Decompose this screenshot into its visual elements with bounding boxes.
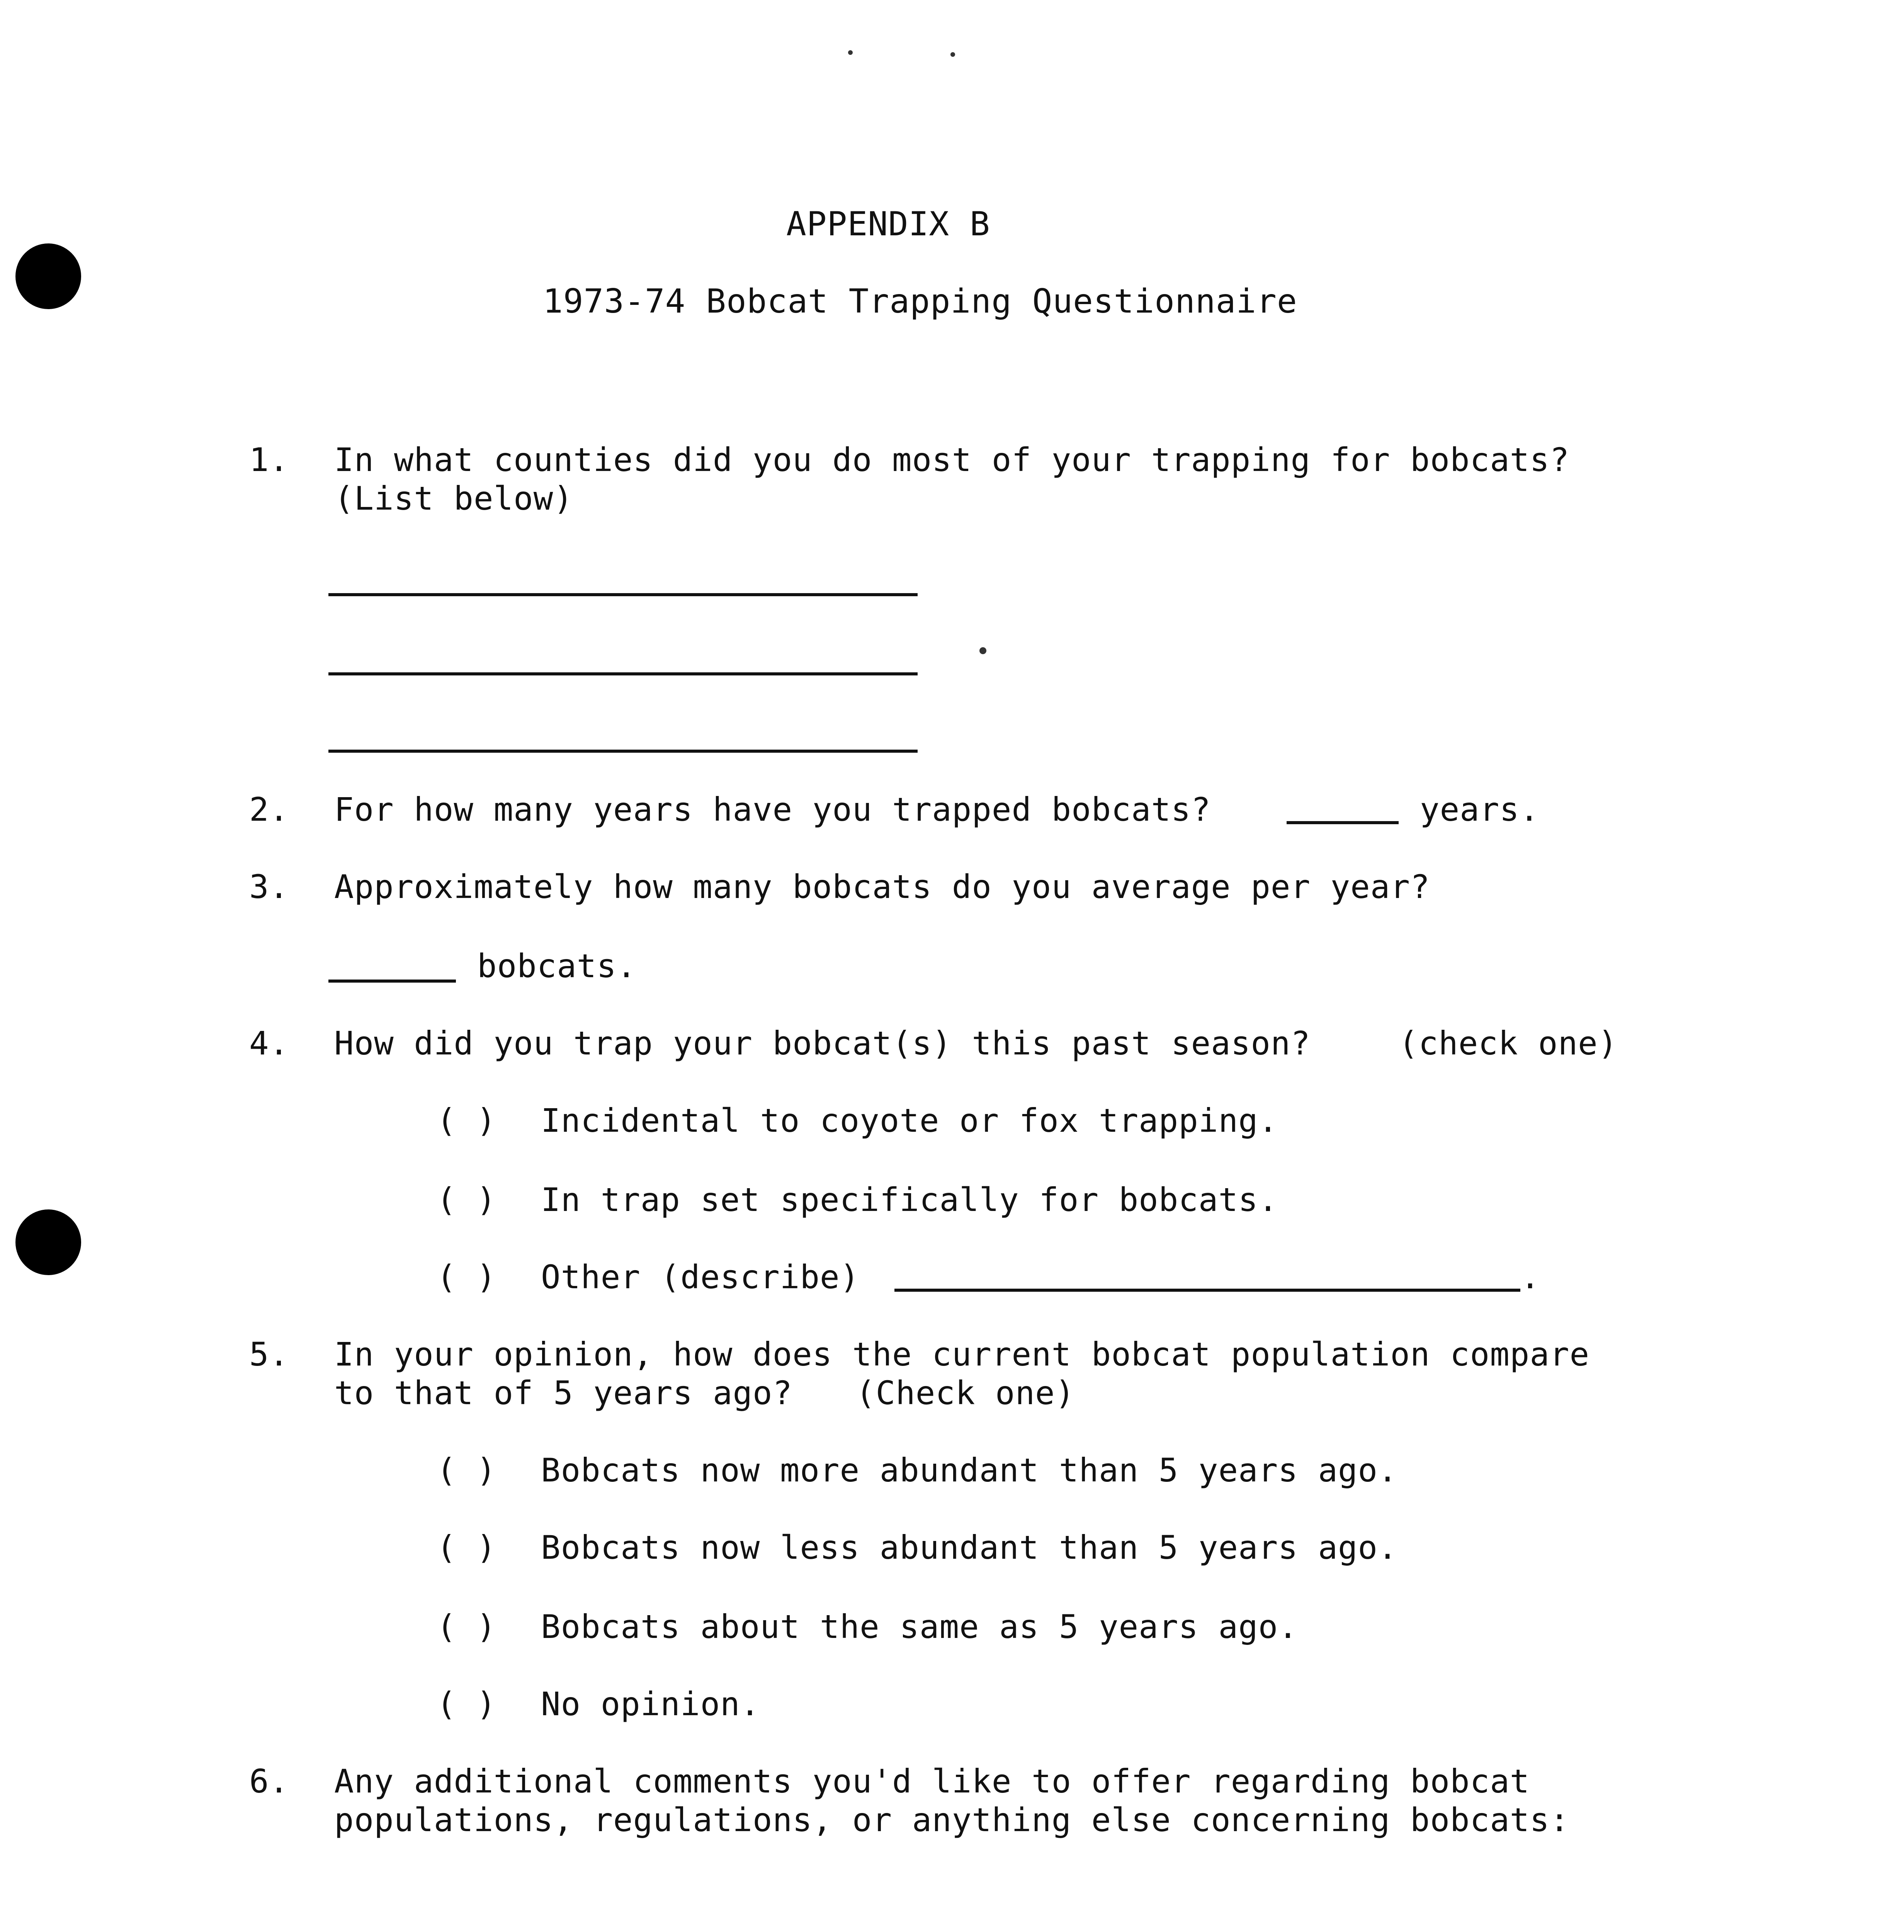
binder-hole-top <box>15 243 81 309</box>
speck <box>848 50 853 55</box>
q4-hint: (check one) <box>1399 1024 1618 1062</box>
page-title: 1973-74 Bobcat Trapping Questionnaire <box>543 282 1297 321</box>
q1-county-line-1[interactable] <box>328 593 918 596</box>
q4-text: How did you trap your bobcat(s) this past season? <box>334 1024 1311 1062</box>
q4-option-1-label: Incidental to coyote or fox trapping. <box>541 1102 1278 1139</box>
q5-option-1-label: Bobcats now more abundant than 5 years ago. <box>541 1451 1398 1489</box>
q6-text: Any additional comments you'd like to offer regarding bobcat <box>334 1762 1530 1800</box>
q5-option-3-label: Bobcats about the same as 5 years ago. <box>541 1608 1298 1646</box>
q4-other-describe-line[interactable] <box>894 1289 1520 1292</box>
q5-option-2-label: Bobcats now less abundant than 5 years ago. <box>541 1529 1398 1566</box>
q4-option-1-checkbox[interactable]: ( ) <box>437 1102 496 1139</box>
q3-number: 3. <box>249 868 289 906</box>
q1-text-line2: (List below) <box>334 480 573 517</box>
appendix-label: APPENDIX B <box>786 205 990 243</box>
q4-option-2-checkbox[interactable]: ( ) <box>437 1181 496 1219</box>
q5-text: In your opinion, how does the current bobcat population compare <box>334 1335 1590 1373</box>
q5-option-1-checkbox[interactable]: ( ) <box>437 1451 496 1489</box>
q5-number: 5. <box>249 1335 289 1373</box>
q3-bobcats-blank[interactable] <box>328 980 456 983</box>
q6-number: 6. <box>249 1762 289 1800</box>
q4-option-3-checkbox[interactable]: ( ) <box>437 1258 496 1296</box>
q2-years-blank[interactable] <box>1287 821 1399 824</box>
q4-number: 4. <box>249 1024 289 1062</box>
q5-option-2-checkbox[interactable]: ( ) <box>437 1529 496 1566</box>
q5-option-4-checkbox[interactable]: ( ) <box>437 1685 496 1723</box>
q3-suffix: bobcats. <box>477 947 637 985</box>
q2-text: For how many years have you trapped bobcats? <box>334 791 1211 828</box>
q2-number: 2. <box>249 791 289 828</box>
q1-text: In what counties did you do most of your trapping for bobcats? <box>334 441 1570 479</box>
speck <box>950 52 955 57</box>
q2-suffix: years. <box>1420 791 1540 828</box>
q1-county-line-2[interactable] <box>328 672 918 675</box>
q4-option-3-end: . <box>1520 1258 1540 1296</box>
q4-option-2-label: In trap set specifically for bobcats. <box>541 1181 1278 1219</box>
q4-option-3-label: Other (describe) <box>541 1258 860 1296</box>
q5-text-line2: to that of 5 years ago? <box>334 1374 793 1412</box>
q6-text-line2: populations, regulations, or anything else concerning bobcats: <box>334 1801 1570 1839</box>
q5-hint: (Check one) <box>856 1374 1075 1412</box>
q1-county-line-3[interactable] <box>328 750 918 753</box>
binder-hole-middle <box>15 1209 81 1275</box>
q5-option-4-label: No opinion. <box>541 1685 760 1723</box>
q5-option-3-checkbox[interactable]: ( ) <box>437 1608 496 1646</box>
q1-number: 1. <box>249 441 289 479</box>
q3-text: Approximately how many bobcats do you average per year? <box>334 868 1430 906</box>
speck <box>979 647 986 654</box>
